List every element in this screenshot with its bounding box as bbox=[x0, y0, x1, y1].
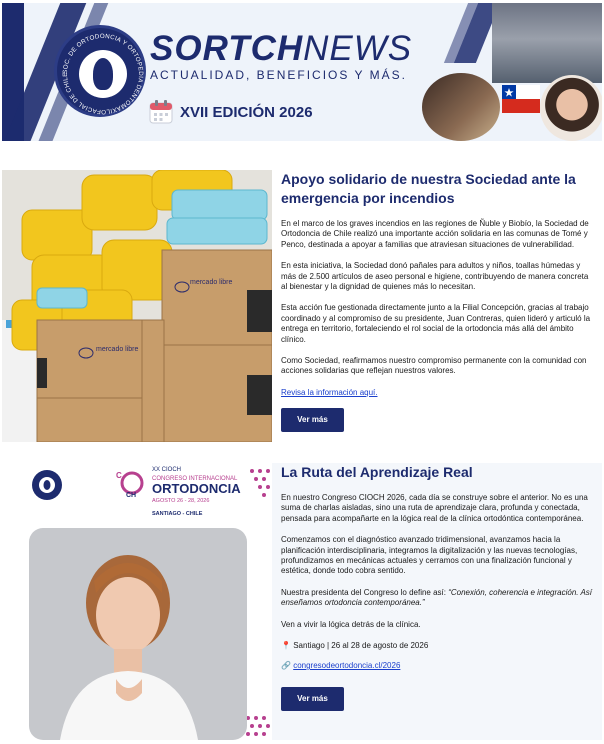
logo-center bbox=[79, 50, 127, 98]
article-paragraph: En el marco de los graves incendios en las regiones de Ñuble y Biobío, la Sociedad de Ortodoncia de Chile realizó una importante acción solidaria en las comunas de Tomé y Penco, destinada a apoyar a familias que atraviesan situaciones de vulnerabilidad. bbox=[281, 219, 589, 249]
logo-seal-text: SOC. DE ORTODONCIA Y ORTOPEDIA DENTOMAXILOFACIAL DE CHILE bbox=[61, 32, 145, 116]
box-brand-label: mercado libre bbox=[96, 346, 139, 353]
ver-mas-button[interactable]: Ver más bbox=[281, 687, 344, 711]
poster-place: SANTIAGO - CHILE bbox=[152, 511, 203, 517]
location-pin-icon: 📍 bbox=[281, 641, 291, 651]
chile-flag-icon bbox=[502, 85, 540, 113]
button-wrap bbox=[281, 408, 593, 432]
article-title: La Ruta del Aprendizaje Real bbox=[281, 464, 473, 480]
button-wrap bbox=[281, 687, 593, 711]
president-quote: “Conexión, coherencia e integración. Así enseñamos ortodoncia contemporánea.” bbox=[281, 587, 593, 608]
box-brand-label: mercado libre bbox=[190, 279, 233, 286]
article-title: Apoyo solidario de nuestra Sociedad ante la emergencia por incendios bbox=[281, 171, 576, 206]
event-photo bbox=[422, 73, 500, 141]
poster-line1: CONGRESO INTERNACIONAL bbox=[152, 476, 238, 482]
link-icon: 🔗 bbox=[281, 661, 291, 671]
poster-line2: ORTODONCIA bbox=[152, 481, 241, 496]
tagline: ACTUALIDAD, BENEFICIOS Y MÁS. bbox=[150, 68, 407, 82]
quote-intro: Nuestra presidenta del Congreso lo define así: bbox=[281, 587, 449, 597]
article-congress bbox=[2, 463, 602, 740]
article-paragraph: En esta iniciativa, la Sociedad donó pañales para adultos y niños, toallas húmedas y más de 2.500 artículos de aseo personal e higiene, contribuyendo de manera concreta al bienestar y la dignidad de quienes más lo necesitan. bbox=[281, 261, 589, 292]
article-paragraph: Esta acción fue gestionada directamente junto a la Filial Concepción, gracias al trabajo coordinado y al compromiso de su presidente, Juan Contreras, quien lideró y articuló la entrega en territorio, fortaleciendo el rol social de la ortodoncia más allá del ámbito clínico. bbox=[281, 303, 591, 344]
donation-text bbox=[281, 170, 593, 432]
ver-mas-button[interactable]: Ver más bbox=[281, 408, 344, 432]
article-paragraph: Comenzamos con el diagnóstico avanzado tridimensional, avanzamos hacia la planificación interdisciplinaria, integramos la digitalización y las nuevas tecnologías, profundizamos en mecánicas actuales y cerramos con una finalización funcional y estética, donde todo cobra sentido. bbox=[281, 535, 578, 576]
article-donation bbox=[2, 170, 602, 442]
edition-label: XVII EDICIÓN 2026 bbox=[180, 104, 313, 121]
location-line bbox=[281, 641, 593, 650]
article-paragraph: En nuestro Congreso CIOCH 2026, cada día se construye sobre el anterior. No es una suma de charlas aisladas, sino una ruta de aprendizaje clara, profunda y conectada, pensada para acompañarte en la lógica real de la clínica ortodóntica contemporánea. bbox=[281, 493, 588, 523]
poster-edition: XX CIOCH bbox=[152, 467, 182, 473]
brand-title bbox=[150, 29, 412, 69]
congress-poster-art bbox=[2, 463, 272, 740]
svg-text:C: C bbox=[116, 471, 122, 480]
article-closing: Ven a vivir la lógica detrás de la clínica. bbox=[281, 619, 421, 629]
article-paragraph bbox=[281, 588, 593, 609]
article-paragraph: Como Sociedad, reafirmamos nuestro compromiso permanente con la comunidad con acciones solidarias que reflejan nuestros valores. bbox=[281, 356, 587, 376]
crowd-photo bbox=[492, 3, 602, 83]
donation-photo bbox=[2, 170, 272, 442]
congress-url-link[interactable]: congresodeortodoncia.cl/2026 bbox=[293, 661, 401, 671]
calendar-icon bbox=[148, 99, 174, 125]
society-logo bbox=[54, 25, 146, 117]
brand-suffix: NEWS bbox=[303, 29, 413, 68]
url-line bbox=[281, 661, 593, 670]
header-banner bbox=[2, 3, 602, 141]
congress-poster bbox=[2, 463, 272, 740]
congress-text bbox=[281, 463, 593, 711]
svg-text:CH: CH bbox=[126, 492, 137, 499]
president-portrait bbox=[540, 75, 602, 141]
donation-boxes-image bbox=[2, 170, 272, 442]
info-link[interactable]: Revisa la información aquí. bbox=[281, 387, 378, 397]
location-text: Santiago | 26 al 28 de agosto de 2026 bbox=[293, 641, 429, 651]
poster-dates: AGOSTO 26 - 28, 2026 bbox=[152, 498, 210, 504]
tooth-icon bbox=[93, 58, 113, 90]
brand-main: SORTCH bbox=[150, 29, 304, 68]
